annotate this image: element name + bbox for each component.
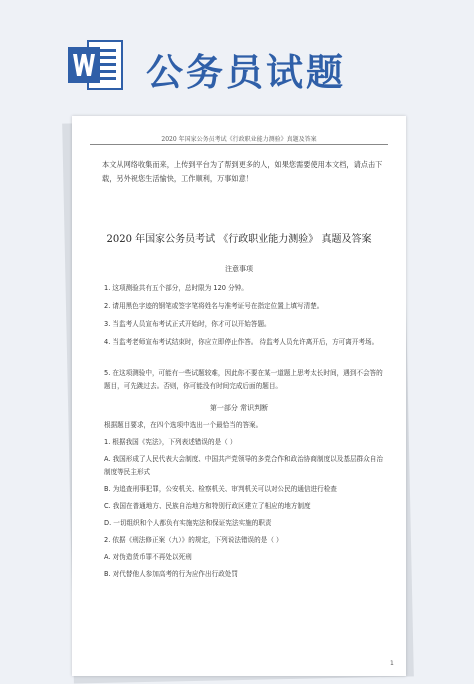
- answer-option: B. 对代替他人参加高考的行为应作出行政处罚: [104, 570, 238, 578]
- instruction-item: 2. 请用黑色字迹的钢笔或签字笔将姓名与准考证号在指定位置上填写清楚。: [104, 302, 324, 310]
- instructions-heading: 注意事项: [225, 265, 253, 273]
- answer-option: A. 对伪造货币罪不再处以死刑: [104, 553, 192, 561]
- download-notice: 本文从网络收集而来，上传到平台为了帮到更多的人，如果您需要使用本文档，请点击下载，另外祝您生活愉快，工作顺利，万事如意！: [102, 160, 383, 183]
- instruction-item: 4. 当监考老师宣布考试结束时，你应立即停止作答。 待监考人员允许离开后，方可离开考场。: [104, 338, 379, 346]
- running-header: 2020 年国家公务员考试《行政职业能力测验》真题及答案: [161, 136, 317, 143]
- word-document-icon: [66, 35, 126, 95]
- answer-option: A. 我国形成了人民代表大会制度、中国共产党领导的多党合作和政治协商制度以及基层群众自治制度等民主形式: [104, 455, 383, 476]
- part-intro: 根据题目要求，在四个选项中选出一个最恰当的答案。: [104, 421, 263, 429]
- banner-title: 公务员试题: [146, 51, 346, 94]
- part-heading: 第一部分 常识判断: [209, 404, 269, 412]
- page-number: 1: [390, 660, 394, 667]
- question: 2. 依据《刑法修正案（九）》的规定，下列说法错误的是（ ）: [104, 536, 283, 544]
- document-page: [72, 116, 406, 676]
- answer-option: C. 我国在普通地方、民族自治地方和特别行政区建立了相应的地方制度: [104, 502, 311, 510]
- instruction-item: 1. 这项测验共有五个部分，总时限为 120 分钟。: [104, 284, 248, 292]
- instruction-item: 3. 当监考人员宣布考试正式开始时，你才可以开始答题。: [104, 320, 271, 328]
- document-title: 2020 年国家公务员考试 《行政职业能力测验》 真题及答案: [106, 234, 372, 245]
- header-rule: [90, 144, 388, 145]
- instruction-item: 5. 在这项测验中，可能有一些试题较难，因此你不要在某一道题上思考太长时间，遇到不会答的题目，可先跳过去。否则，你可能没有时间完成后面的题目。: [104, 369, 383, 390]
- answer-option: D. 一切组织和个人都负有实施宪法和保证宪法实施的职责: [104, 519, 272, 527]
- question: 1. 根据我国《宪法》，下列表述错误的是（ ）: [104, 438, 237, 446]
- answer-option: B. 为追查刑事犯罪，公安机关、检察机关、审判机关可以对公民的通信进行检查: [104, 485, 337, 493]
- banner-header: [0, 0, 474, 112]
